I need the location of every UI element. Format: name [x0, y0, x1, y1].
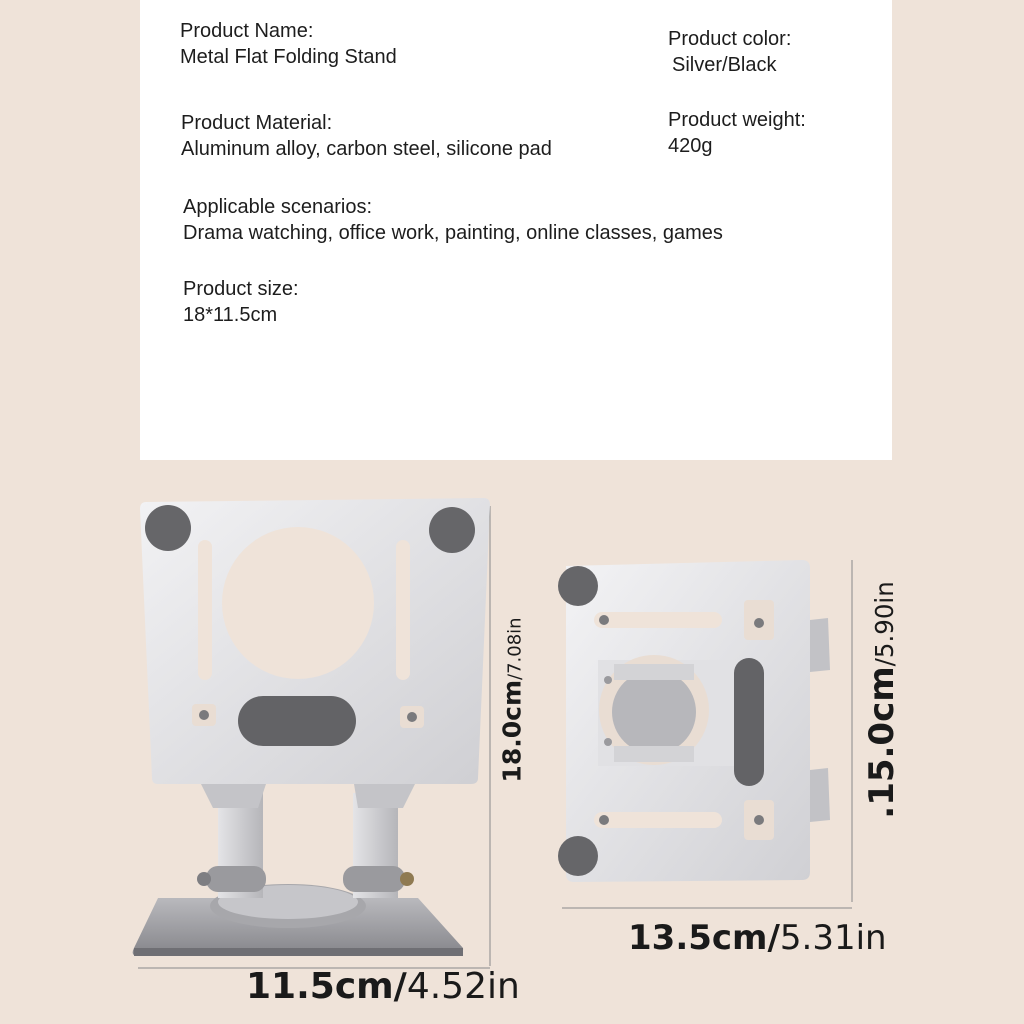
- product-material-label: Product Material:: [181, 112, 333, 134]
- product-material-field: [181, 110, 552, 162]
- unfolded-stand-photo: [118, 478, 538, 978]
- product-scenarios-label: Applicable scenarios:: [183, 196, 372, 218]
- left-height-in: /7.08in: [504, 617, 526, 680]
- right-width-dimension: [628, 918, 887, 958]
- product-size-value: 18*11.5cm: [183, 304, 278, 326]
- folded-stand-photo: [530, 530, 910, 950]
- right-height-in: /5.90in: [870, 581, 899, 667]
- product-scenarios-value: Drama watching, office work, painting, online classes, games: [183, 222, 723, 244]
- product-weight-field: [668, 107, 806, 159]
- product-size-label: Product size:: [183, 278, 299, 300]
- left-width-dimension: [246, 966, 520, 1007]
- product-name-label: Product Name:: [180, 20, 314, 42]
- right-width-cm: 13.5cm/: [628, 918, 780, 958]
- product-info-card: [140, 0, 892, 460]
- product-name-value: Metal Flat Folding Stand: [180, 46, 397, 68]
- product-size-field: [183, 276, 299, 328]
- product-weight-value: 420g: [668, 135, 713, 157]
- product-weight-label: Product weight:: [668, 109, 806, 131]
- left-height-cm: 18.0cm: [497, 680, 527, 783]
- product-name-field: [180, 18, 397, 70]
- left-width-in: 4.52in: [406, 966, 520, 1007]
- product-color-value: Silver/Black: [672, 54, 777, 76]
- right-height-dimension: [862, 581, 902, 818]
- product-material-value: Aluminum alloy, carbon steel, silicone pad: [181, 138, 552, 160]
- left-height-dimension: [498, 617, 527, 782]
- right-width-in: 5.31in: [779, 918, 887, 958]
- product-color-field: [668, 26, 791, 78]
- product-scenarios-field: [183, 194, 723, 246]
- right-height-cm: .15.0cm: [862, 666, 902, 819]
- left-width-cm: 11.5cm/: [246, 966, 407, 1007]
- product-color-label: Product color:: [668, 28, 792, 50]
